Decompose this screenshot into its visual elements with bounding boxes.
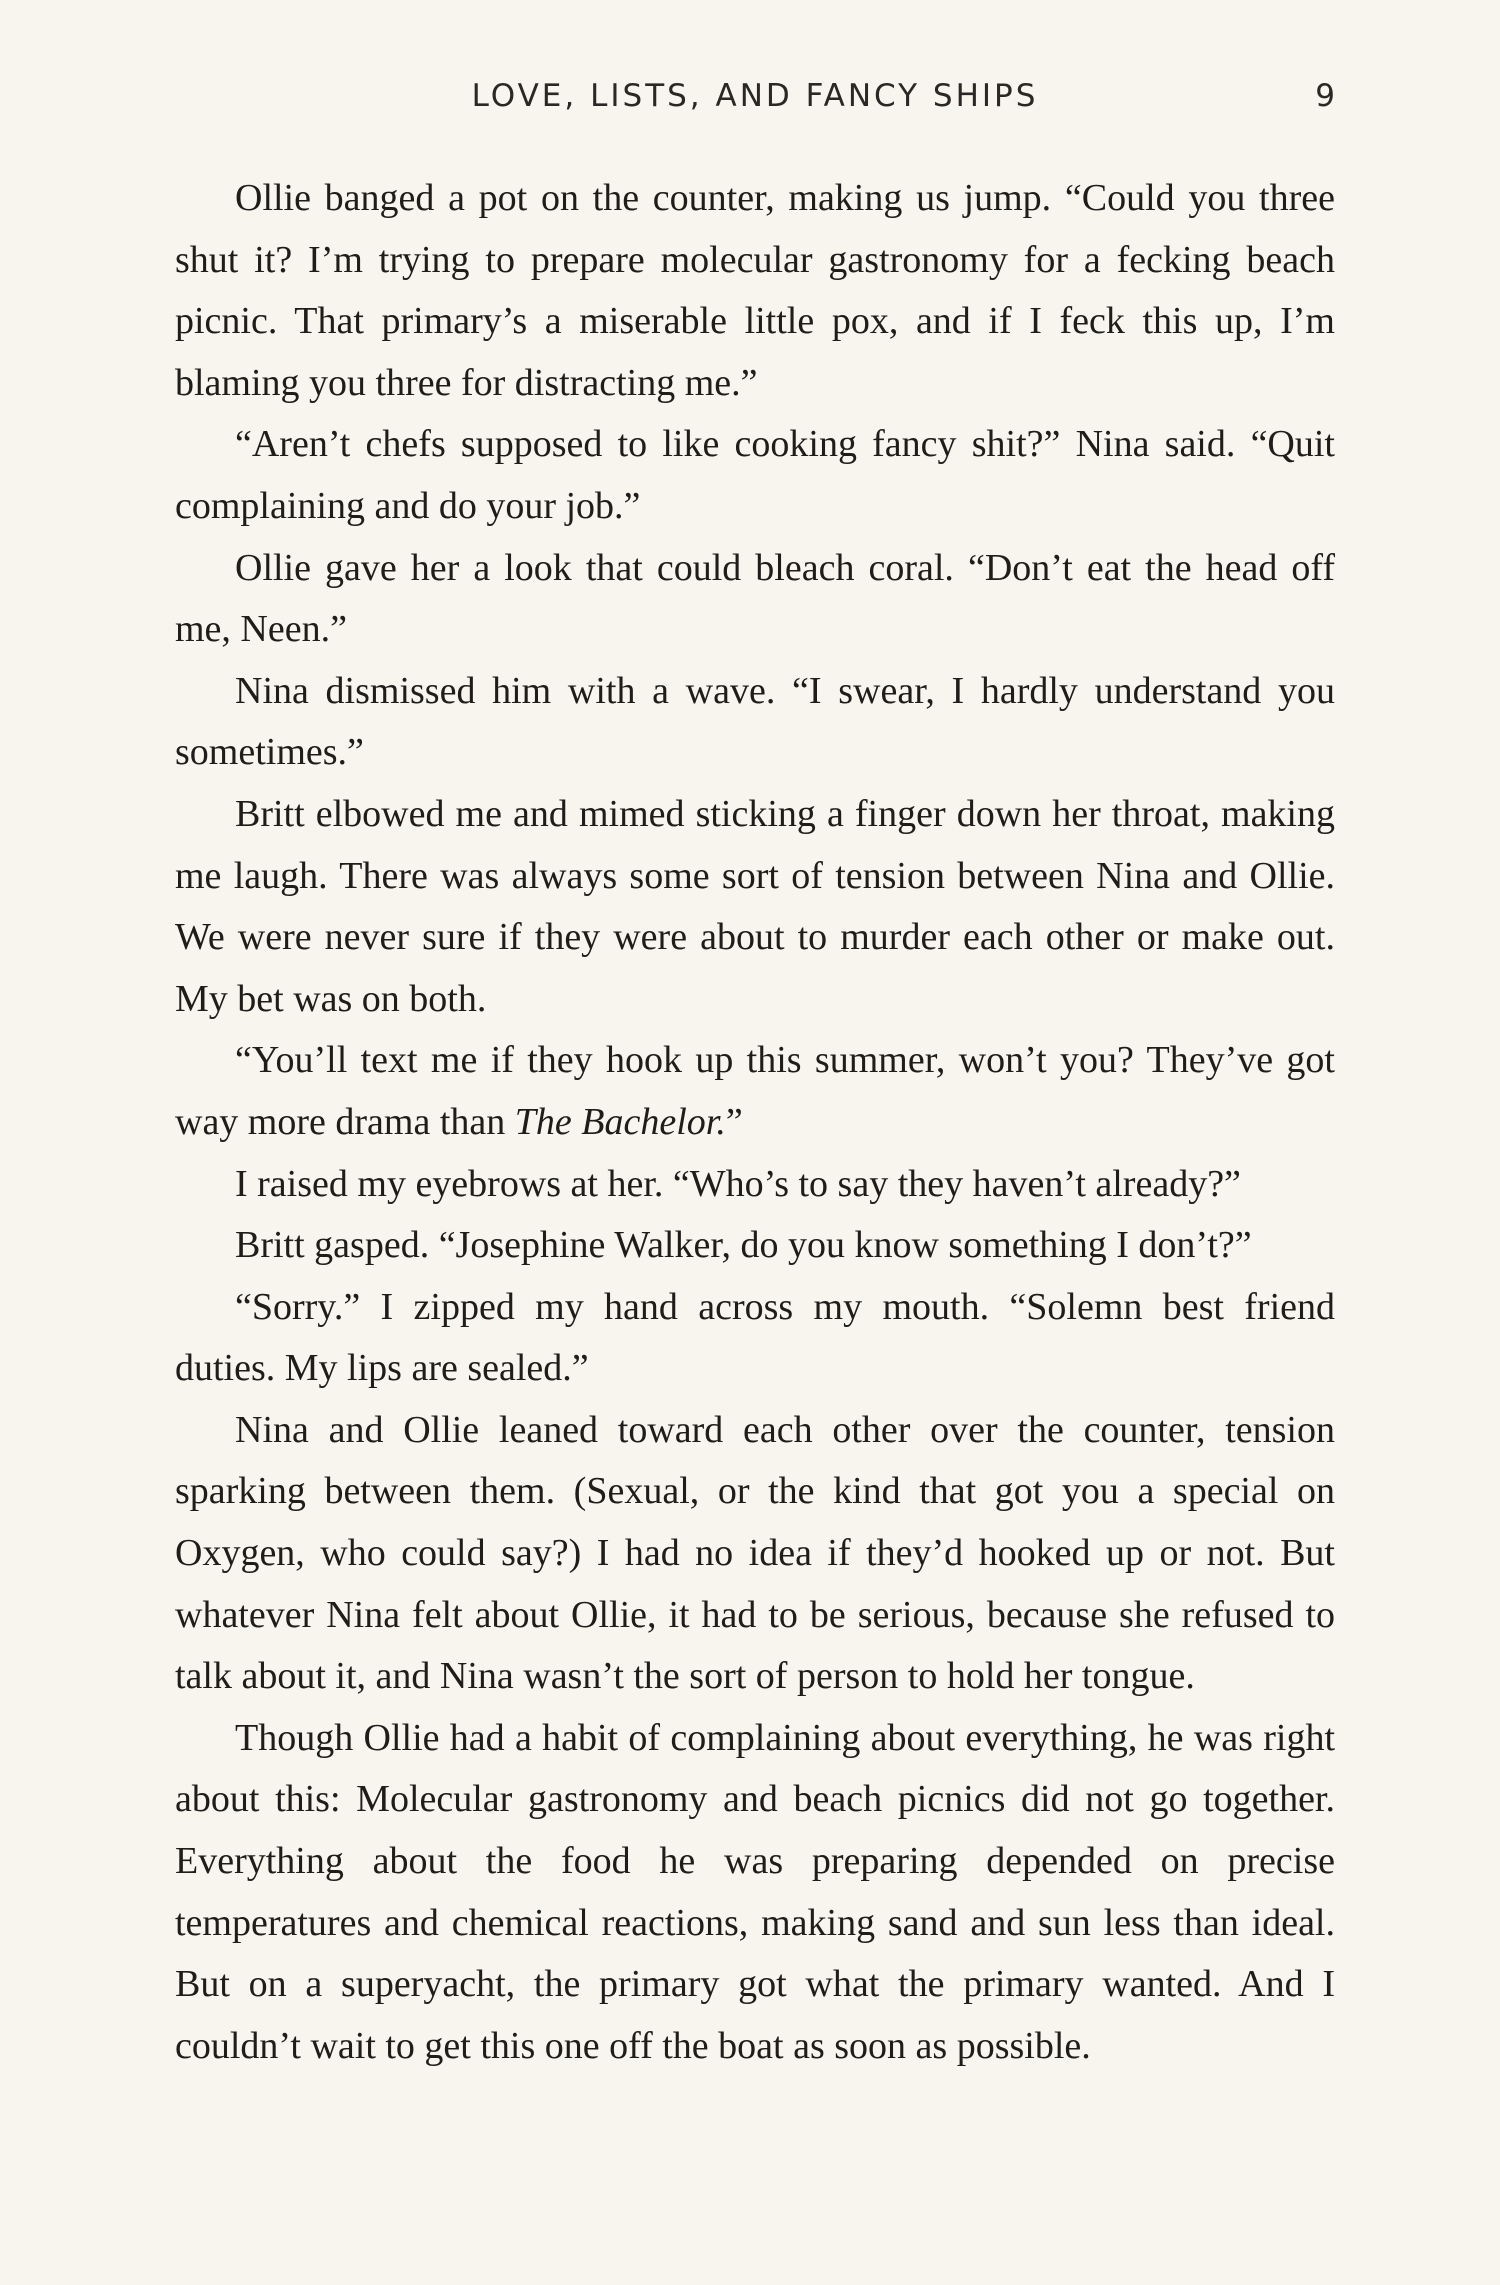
running-header xyxy=(175,72,1335,120)
paragraph: Britt gasped. “Josephine Walker, do you know something I don’t?” xyxy=(235,1224,1252,1267)
paragraph: “Sorry.” I zipped my hand across my mouth. “Solemn best friend duties. My lips are sealed.” xyxy=(175,1285,1335,1390)
paragraph-text: ” xyxy=(725,1100,743,1143)
paragraph-text: “You’ll text me if they hook up this summer, won’t you? They’ve got way more drama than xyxy=(175,1039,1335,1143)
paragraph: Though Ollie had a habit of complaining about everything, he was right about this: Molecular gastronomy and beach picnics did not go together. Everything about the food he was preparing depended on precise temperatures and chemical reactions, making sand and sun less than ideal. But on a superyacht, the primary got what the primary wanted. And I couldn’t wait to get this one off the boat as soon as possible. xyxy=(175,1716,1335,2067)
body-text xyxy=(175,168,1335,2077)
paragraph: Britt elbowed me and mimed sticking a finger down her throat, making me laugh. There was always some sort of tension between Nina and Ollie. We were never sure if they were about to murder each other or make out. My bet was on both. xyxy=(175,792,1335,1020)
page-number: 9 xyxy=(1315,78,1335,114)
paragraph: Ollie gave her a look that could bleach coral. “Don’t eat the head off me, Neen.” xyxy=(175,546,1335,651)
paragraph: I raised my eyebrows at her. “Who’s to say they haven’t already?” xyxy=(235,1162,1241,1205)
paragraph xyxy=(175,1030,1335,1153)
paragraph: “Aren’t chefs supposed to like cooking fancy shit?” Nina said. “Quit complaining and do your job.” xyxy=(175,423,1335,527)
paragraph: Nina and Ollie leaned toward each other over the counter, tension sparking between them. (Sexual, or the kind that got you a special on Oxygen, who could say?) I had no idea if they’d hooked up or not. But whatever Nina felt about Ollie, it had to be serious, because she refused to talk about it, and Nina wasn’t the sort of person to hold her tongue. xyxy=(175,1408,1335,1698)
paragraph: Nina dismissed him with a wave. “I swear, I hardly understand you sometimes.” xyxy=(175,669,1335,774)
running-title: LOVE, LISTS, AND FANCY SHIPS xyxy=(471,78,1039,114)
tv-show-title: The Bachelor. xyxy=(514,1100,726,1143)
paragraph: Ollie banged a pot on the counter, making us jump. “Could you three shut it? I’m trying to prepare molecular gastronomy for a fecking beach picnic. That primary’s a miserable little pox, and if I feck this up, I’m blaming you three for distracting me.” xyxy=(175,177,1335,404)
